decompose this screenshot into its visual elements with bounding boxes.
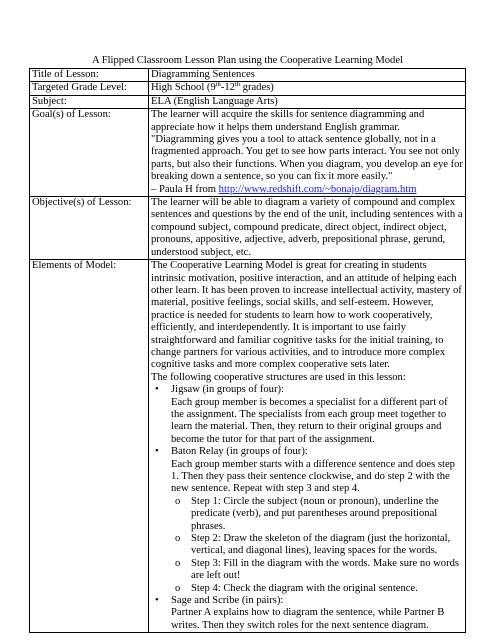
- sub-bullet-glyph: o: [175, 533, 181, 545]
- table-row: [30, 69, 466, 82]
- list-item: [151, 446, 463, 595]
- citation-link[interactable]: http://www.redshift.com/~bonajo/diagram.htm: [218, 183, 417, 195]
- row-label-objectives: Objective(s) of Lesson:: [30, 197, 149, 260]
- list-item: [171, 583, 463, 595]
- grade-sup-2: th: [234, 81, 240, 89]
- table-row: [30, 82, 466, 95]
- table-row: [30, 109, 466, 197]
- structure-name: Jigsaw (in groups of four):: [171, 384, 284, 396]
- bullet-glyph: •: [155, 446, 159, 458]
- row-value-elements: [149, 260, 466, 633]
- step-text: Step 4: Check the diagram with the original sentence.: [191, 582, 418, 594]
- table-row: [30, 197, 466, 260]
- grade-mid: -12: [220, 82, 235, 94]
- structures-intro: The following cooperative structures are used in this lesson:: [151, 371, 406, 383]
- citation-prefix: – Paula H from: [151, 183, 219, 195]
- structure-text: Each group member is becomes a specialist for a different part of the assignment. The specialists from each group meet together to learn the material. Then, they return to their original groups and become the tutor for that part of the assignment.: [171, 396, 448, 445]
- structures-list: [151, 384, 463, 632]
- list-item: [151, 595, 463, 632]
- row-label-grade-level: Targeted Grade Level:: [30, 82, 149, 95]
- step-text: Step 3: Fill in the diagram with the words. Make sure no words are left out!: [191, 557, 460, 582]
- table-row: [30, 95, 466, 108]
- row-value-goals: [149, 109, 466, 197]
- sub-bullet-glyph: o: [175, 557, 181, 569]
- bullet-glyph: •: [155, 595, 159, 607]
- sub-bullet-glyph: o: [175, 582, 181, 594]
- row-label-goals: Goal(s) of Lesson:: [30, 109, 149, 197]
- row-label-title-of-lesson: Title of Lesson:: [30, 69, 149, 82]
- row-value-subject: ELA (English Language Arts): [149, 95, 466, 108]
- structure-text: Each group member starts with a difference sentence and does step 1. Then they pass their sentence clockwise, and do step 2 with the new sentence. Repeat with step 3 and step 4.: [171, 458, 455, 495]
- structure-name: Baton Relay (in groups of four):: [171, 446, 308, 458]
- document-title: A Flipped Classroom Lesson Plan using the Cooperative Learning Model: [91, 55, 403, 66]
- structure-name: Sage and Scribe (in pairs):: [171, 595, 284, 607]
- structure-text: Partner A explains how to diagram the sentence, while Partner B writes. Then they switch roles for the next sentence diagram.: [171, 607, 445, 631]
- bullet-glyph: •: [155, 384, 159, 396]
- step-text: Step 2: Draw the skeleton of the diagram (just the horizontal, vertical, and diagonal lines), leaving spaces for the words.: [191, 533, 451, 557]
- step-text: Step 1: Circle the subject (noun or pronoun), underline the predicate (verb), and put parentheses around prepositional phrases.: [191, 495, 439, 532]
- row-value-objectives: The learner will be able to diagram a variety of compound and complex sentences and questions by the end of the unit, including sentences with a compound subject, compound predicate, direct object, indirect object, pronouns, appositive, adjective, adverb, prepositional phrase, gerund, understood subject, etc.: [149, 197, 466, 260]
- row-value-title-of-lesson: Diagramming Sentences: [149, 69, 466, 82]
- row-label-elements: Elements of Model:: [30, 260, 149, 633]
- list-item: [171, 496, 463, 533]
- list-item: [171, 533, 463, 558]
- list-item: [151, 384, 463, 446]
- steps-list: [171, 496, 463, 595]
- goals-citation: [151, 184, 463, 196]
- row-label-subject: Subject:: [30, 95, 149, 108]
- table-row: [30, 260, 466, 633]
- grade-sup-1: th: [215, 81, 221, 89]
- sub-bullet-glyph: o: [175, 495, 181, 507]
- row-value-grade-level: [149, 82, 466, 95]
- elements-intro: The Cooperative Learning Model is great for creating in students intrinsic motivation, positive interaction, and an attitude of helping each other learn. It has been proven to increase intellectual activity, mastery of material, positive feelings, social skills, and self-esteem. However, practice is needed for students to learn how to work cooperatively, efficiently, and interdependently. It is important to use fairly straightforward and familiar cognitive tasks for the initial training, to change partners for various activities, and to introduce more complex cognitive tasks and more complex cooperative sets later.: [151, 260, 462, 371]
- goals-text: The learner will acquire the skills for sentence diagramming and appreciate how it helps them understand English grammar. "Diagramming gives you a tool to attack sentence globally, not in a fragmented approach. You get to see how parts interact. You see not only parts, but also their functions. When you diagram, you develop an eye for breaking down a sentence, so you can fix it more easily.": [151, 109, 463, 183]
- list-item: [171, 558, 463, 583]
- grade-prefix: High School (9: [151, 82, 216, 94]
- grade-suffix: grades): [240, 82, 274, 94]
- lesson-plan-table: [29, 68, 466, 633]
